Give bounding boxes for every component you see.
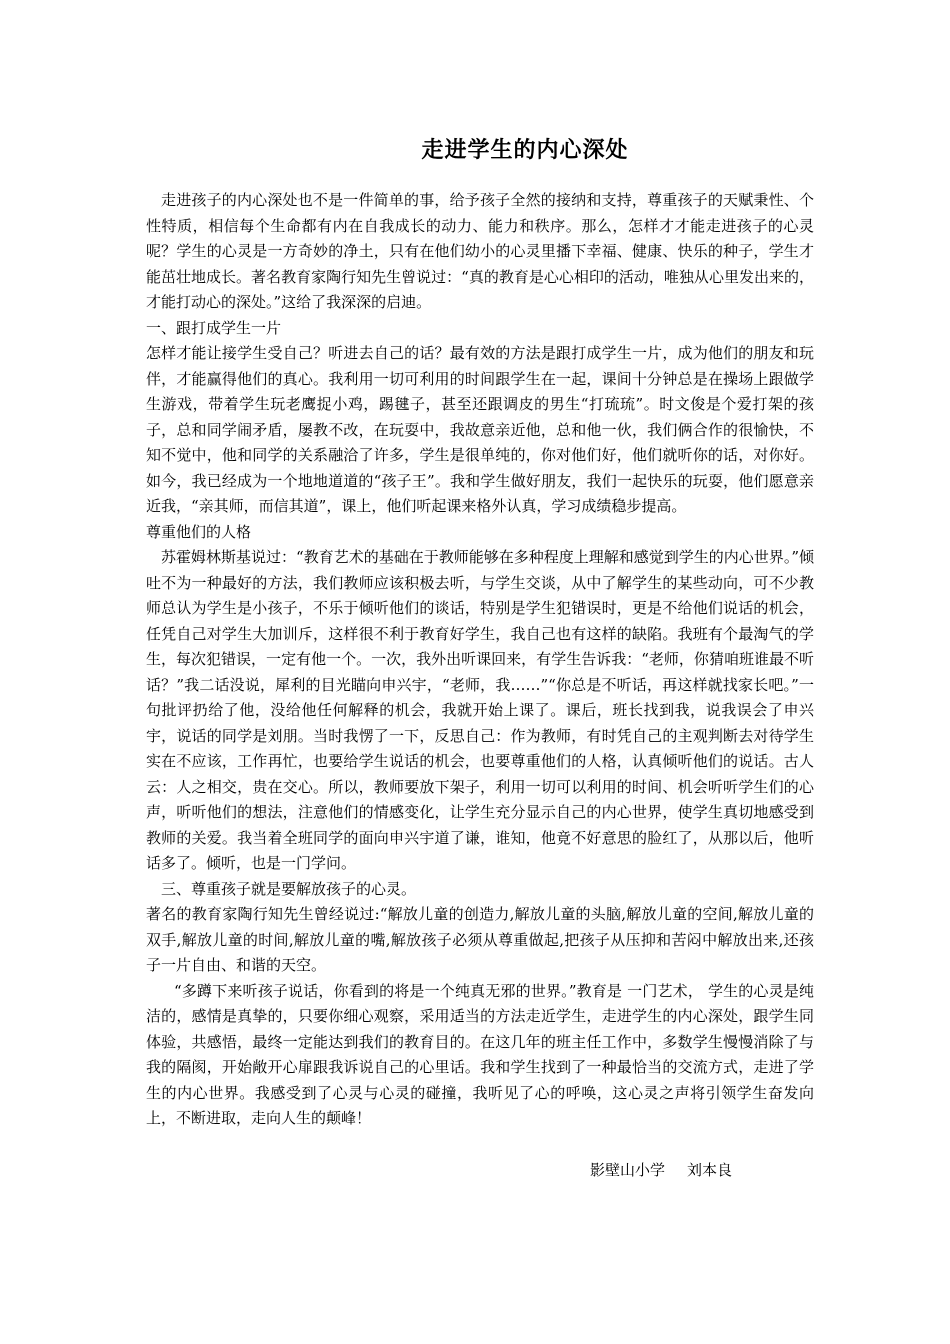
section-2-body: 苏霍姆林斯基说过：“教育艺术的基础在于教师能够在多种程度上理解和感觉到学生的内心世界。”倾吐不为一种最好的方法，我们教师应该积极去听，与学生交谈，从中了解学生的某些动向，可不少教师总认为学生是小孩子，不乐于倾听他们的谈话，特别是学生犯错误时，更是不给他们说话的机会，任凭自己对学生大加训斥，这样很不利于教育好学生，我自己也有这样的缺陷。我班有个最淘气的学生，每次犯错误，一定有他一个。一次，我外出听课回来，有学生告诉我：“老师，你猜咱班谁最不听话？”我二话没说，犀利的目光瞄向申兴宇，“老师，我……”“你总是不听话，再这样就找家长吧。”一句批评扔给了他，没给他任何解释的机会，我就开始上课了。课后，班长找到我，说我误会了申兴宇，说话的同学是刘朋。当时我愣了一下，反思自己：作为教师，有时凭自己的主观判断去对待学生实在不应该，工作再忙，也要给学生说话的机会，也要尊重他们的人格，认真倾听他们的说话。古人云：人之相交，贵在交心。所以，教师要放下架子，利用一切可以利用的时间、机会听听学生们的心声，听听他们的想法，注意他们的情感变化，让学生充分显示自己的内心世界，使学生真切地感受到教师的关爱。我当着全班同学的面向申兴宇道了谦，谁知，他竟不好意思的脸红了，从那以后，他听话多了。倾听，也是一门学问。	[146, 548, 814, 872]
signature	[146, 1158, 814, 1184]
section-2-heading: 尊重他们的人格	[146, 522, 252, 541]
section-1-heading: 一、跟打成学生一片	[146, 318, 282, 337]
signature-name: 刘本良	[686, 1160, 732, 1179]
intro-paragraph: 走进孩子的内心深处也不是一件简单的事，给予孩子全然的接纳和支持，尊重孩子的天赋秉性、个性特质，相信每个生命都有内在自我成长的动力、能力和秩序。那么，怎样才才能走进孩子的心灵呢？学生的心灵是一方奇妙的净土，只有在他们幼小的心灵里播下幸福、健康、快乐的种子，学生才能茁壮地成长。著名教育家陶行知先生曾说过：“真的教育是心心相印的活动，唯独从心里发出来的，才能打动心的深处。”这给了我深深的启迪。	[146, 191, 814, 311]
signature-school: 影壁山小学	[589, 1160, 665, 1179]
section-3-heading: 三、尊重孩子就是要解放孩子的心灵。	[161, 879, 417, 898]
section-3-body: 著名的教育家陶行知先生曾经说过:“解放儿童的创造力,解放儿童的头脑,解放儿童的空间,解放儿童的双手,解放儿童的时间,解放儿童的嘴,解放孩子必须从尊重做起,把孩子从压抑和苦闷中解放出来,还孩子一片自由、和谐的天空。	[146, 905, 814, 974]
document-title: 走进学生的内心深处	[421, 137, 629, 163]
section-1-body: 怎样才能让接学生受自己？听进去自己的话？最有效的方法是跟打成学生一片，成为他们的朋友和玩伴，才能赢得他们的真心。我利用一切可利用的时间跟学生在一起，课间十分钟总是在操场上跟做学生游戏，带着学生玩老鹰捉小鸡，踢毽子，甚至还跟调皮的男生“打琉琉”。时文俊是个爱打架的孩子，总和同学闹矛盾，屡教不改，在玩耍中，我故意亲近他，总和他一伙，我们俩合作的很愉快，不知不觉中，他和同学的关系融洽了许多，学生是很单纯的，你对他们好，他们就听你的话，对你好。如今，我已经成为一个地地道道的“孩子王”。我和学生做好朋友，我们一起快乐的玩耍，他们愿意亲近我，“亲其师，而信其道”，课上，他们听起课来格外认真，学习成绩稳步提高。	[146, 344, 814, 515]
conclusion-paragraph: “多蹲下来听孩子说话，你看到的将是一个纯真无邪的世界。”教育是 一门艺术， 学生的心灵是纯洁的，感情是真挚的，只要你细心观察，采用适当的方法走近学生，走进学生的内心深处，跟学生同体验，共感悟，最终一定能达到我们的教育目的。在这几年的班主任工作中，多数学生慢慢消除了与我的隔阂，开始敞开心扉跟我诉说自己的心里话。我和学生找到了一种最恰当的交流方式，走进了学生的内心世界。我感受到了心灵与心灵的碰撞，我听见了心的呼唤，这心灵之声将引领学生奋发向上，不断进取，走向人生的颠峰！	[146, 981, 814, 1127]
document-page	[146, 130, 814, 1183]
